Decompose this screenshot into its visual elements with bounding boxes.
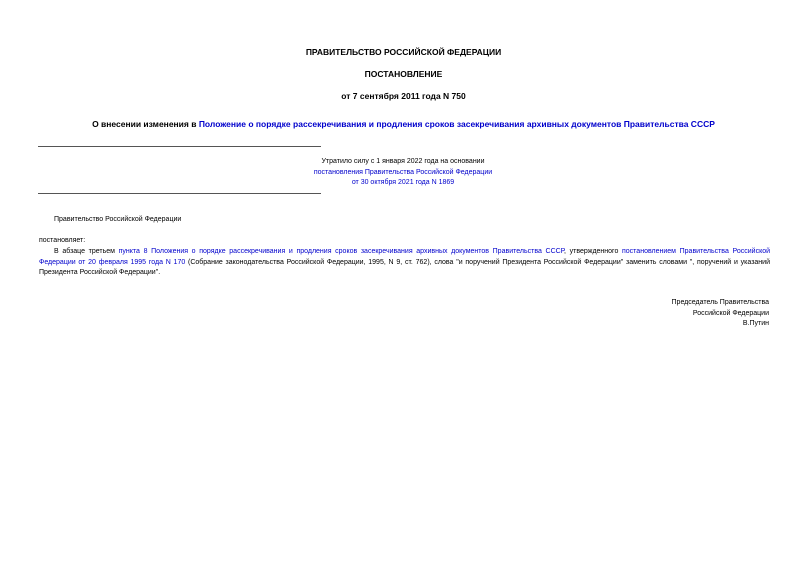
amendment-paragraph — [39, 247, 770, 279]
issuing-authority: ПРАВИТЕЛЬСТВО РОССИЙСКОЙ ФЕДЕРАЦИИ — [305, 47, 502, 57]
signature-name: В.Путин — [742, 320, 769, 327]
status-note-line3 — [38, 178, 768, 189]
paragraph-link-decree-1995[interactable]: постановлением Правительства Российской Федерации от 20 февраля 1995 года N 170 — [39, 248, 771, 266]
divider-top — [38, 146, 321, 147]
signature-line2: Российской Федерации — [692, 309, 769, 317]
signature-line1: Председатель Правительства — [671, 299, 769, 306]
paragraph-start: В абзаце третьем — [54, 248, 119, 255]
paragraph-link-clause[interactable]: пункта 8 Положения о порядке рассекречивания и продления сроков засекречивания архивных документов Правительства СССР — [118, 248, 565, 255]
issuer-text: Правительство Российской Федерации — [54, 216, 182, 223]
document-type: ПОСТАНОВЛЕНИЕ — [364, 69, 443, 79]
status-note-line1: Утратило силу с 1 января 2022 года на основании — [321, 158, 485, 165]
document-date-number: от 7 сентября 2011 года N 750 — [341, 91, 466, 101]
paragraph-mid: , утвержденного — [564, 248, 622, 255]
document-title — [20, 119, 787, 130]
title-link-regulation[interactable]: Положение о порядке рассекречивания и продления сроков засекречивания архивных документов Правительства СССР — [198, 119, 715, 129]
status-note-link-decree[interactable]: постановления Правительства Российской Федерации — [313, 168, 493, 176]
status-note-link-date[interactable]: от 30 октября 2021 года N 1869 — [351, 179, 455, 186]
status-note-line2 — [38, 168, 768, 179]
document-title-prefix: О внесении изменения в — [92, 119, 199, 129]
paragraph-end: (Собрание законодательства Российской Федерации, 1995, N 9, ст. 762), слова "и поручений Президента Российской Федерации" заменить словами ", поручений и указаний Президента Российской Федерации". — [39, 258, 770, 276]
divider-bottom — [38, 193, 321, 194]
decides-text: постановляет: — [39, 237, 86, 244]
